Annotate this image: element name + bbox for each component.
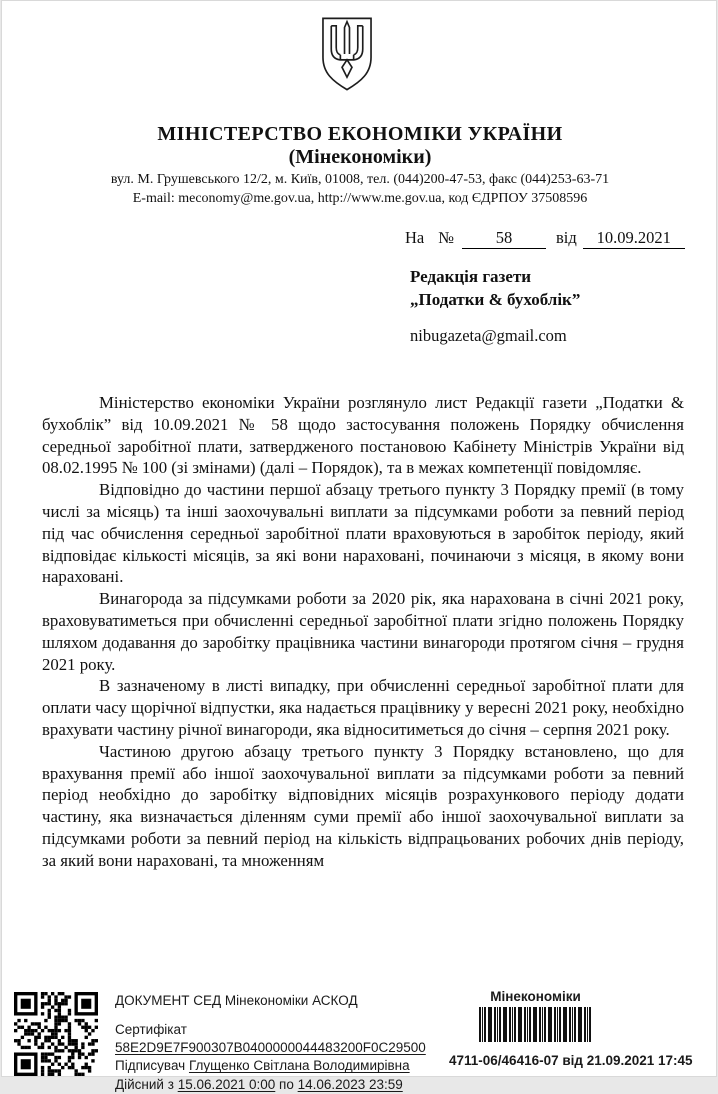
valid-from-date: 15.06.2021 0:00 xyxy=(177,1076,276,1092)
recipient-email: nibugazeta@gmail.com xyxy=(410,326,567,345)
number-sign: № xyxy=(438,228,454,247)
ministry-short-name: (Мінекономіки) xyxy=(288,146,432,168)
sed-system-label: ДОКУМЕНТ СЕД Мінекономіки АСКОД xyxy=(115,993,358,1008)
reference-date-label: від xyxy=(556,228,577,247)
signer-line: Підписувач Глущенко Світлана Володимирівна xyxy=(115,1058,410,1074)
body-paragraph: Міністерство економіки України розглянуло лист Редакції газети „Податки & бухоблік” від 10.09.2021 № 58 щодо застосування положень Порядку обчислення середньої заробітної плати, затвердженого постановою Кабінету Міністрів України від 08.02.1995 № 100 (зі змінами) (далі – Порядок), та в межах компетенції повідомляє. xyxy=(42,393,684,478)
barcode-icon xyxy=(479,1007,592,1042)
validity-line: Дійсний з 15.06.2021 0:00 по 14.06.2023 23:59 xyxy=(115,1076,403,1092)
ministry-name: МІНІСТЕРСТВО ЕКОНОМІКИ УКРАЇНИ xyxy=(157,123,563,145)
qr-code-icon xyxy=(14,992,98,1076)
signer-name: Глущенко Світлана Володимирівна xyxy=(188,1058,410,1074)
recipient-block xyxy=(410,265,580,311)
certificate-number: 58E2D9E7F900307B0400000044483200F0C29500 xyxy=(115,1040,426,1056)
ministry-contacts: E-mail: meconomy@me.gov.ua, http://www.me.gov.ua, код ЄДРПОУ 37508596 xyxy=(132,191,588,206)
registration-number: 4711-06/46416-07 від 21.09.2021 17:45 xyxy=(449,1053,693,1068)
reference-line xyxy=(405,228,685,249)
registration-stamp xyxy=(449,989,693,1068)
valid-to-date: 14.06.2023 23:59 xyxy=(297,1076,403,1092)
stamp-org-label: Мінекономіки xyxy=(490,989,581,1004)
body-paragraph: Винагорода за підсумками роботи за 2020 рік, яка нарахована в січні 2021 року, враховуватиметься при обчисленні середньої заробітної плати згідно положень Порядку шляхом додавання до заробітку працівника частини винагороди протягом січня – грудня 2021 року. xyxy=(42,589,684,674)
recipient-line: „Податки & бухоблік” xyxy=(410,290,581,309)
signature-info xyxy=(115,993,475,1094)
incoming-date-field: 10.09.2021 xyxy=(583,228,685,249)
body-paragraph: Відповідно до частини першої абзацу третього пункту 3 Порядку премії (в тому числі за місяць) та інші заохочувальні виплати за підсумками роботи за певний період під час обчислення середньої заробітної плати враховуються в заробіток періоду, який відповідає кількості місяців, за які вони нараховані, починаючи з місяця, в якому вони нараховані. xyxy=(42,480,684,587)
ministry-address: вул. М. Грушевського 12/2, м. Київ, 01008, тел. (044)200-47-53, факс (044)253-63-71 xyxy=(110,172,610,187)
recipient-line: Редакція газети xyxy=(410,267,532,286)
body-paragraph: Частиною другою абзацу третього пункту 3 Порядку встановлено, що для врахування премії або іншої заохочувальної виплати за підсумками роботи за певний період необхідно до заробітку відповідних місяців розрахункового періоду додати частину, яка визначається діленням суми премії або іншої заохочувальної виплати за підсумками роботи за певний період на кількість відпрацьованих робочих днів періоду, за який вони нараховані, та множенням xyxy=(42,741,684,870)
certificate-line: Сертифікат 58E2D9E7F900307B0400000044483200F0C29500 xyxy=(115,1022,426,1056)
reference-prefix: На xyxy=(405,228,425,247)
document-page xyxy=(1,0,717,1092)
incoming-number-field: 58 xyxy=(462,228,546,249)
body-paragraph: В зазначеному в листі випадку, при обчисленні середньої заробітної плати для оплати часу щорічної відпустки, яка надається працівнику у вересні 2021 року, необхідно врахувати частину річної винагороди, яка відноситиметься до січня – серпня 2021 року. xyxy=(42,676,684,739)
ukraine-trident-emblem-icon xyxy=(318,14,376,94)
letterhead xyxy=(2,122,718,207)
letter-body xyxy=(42,392,684,872)
